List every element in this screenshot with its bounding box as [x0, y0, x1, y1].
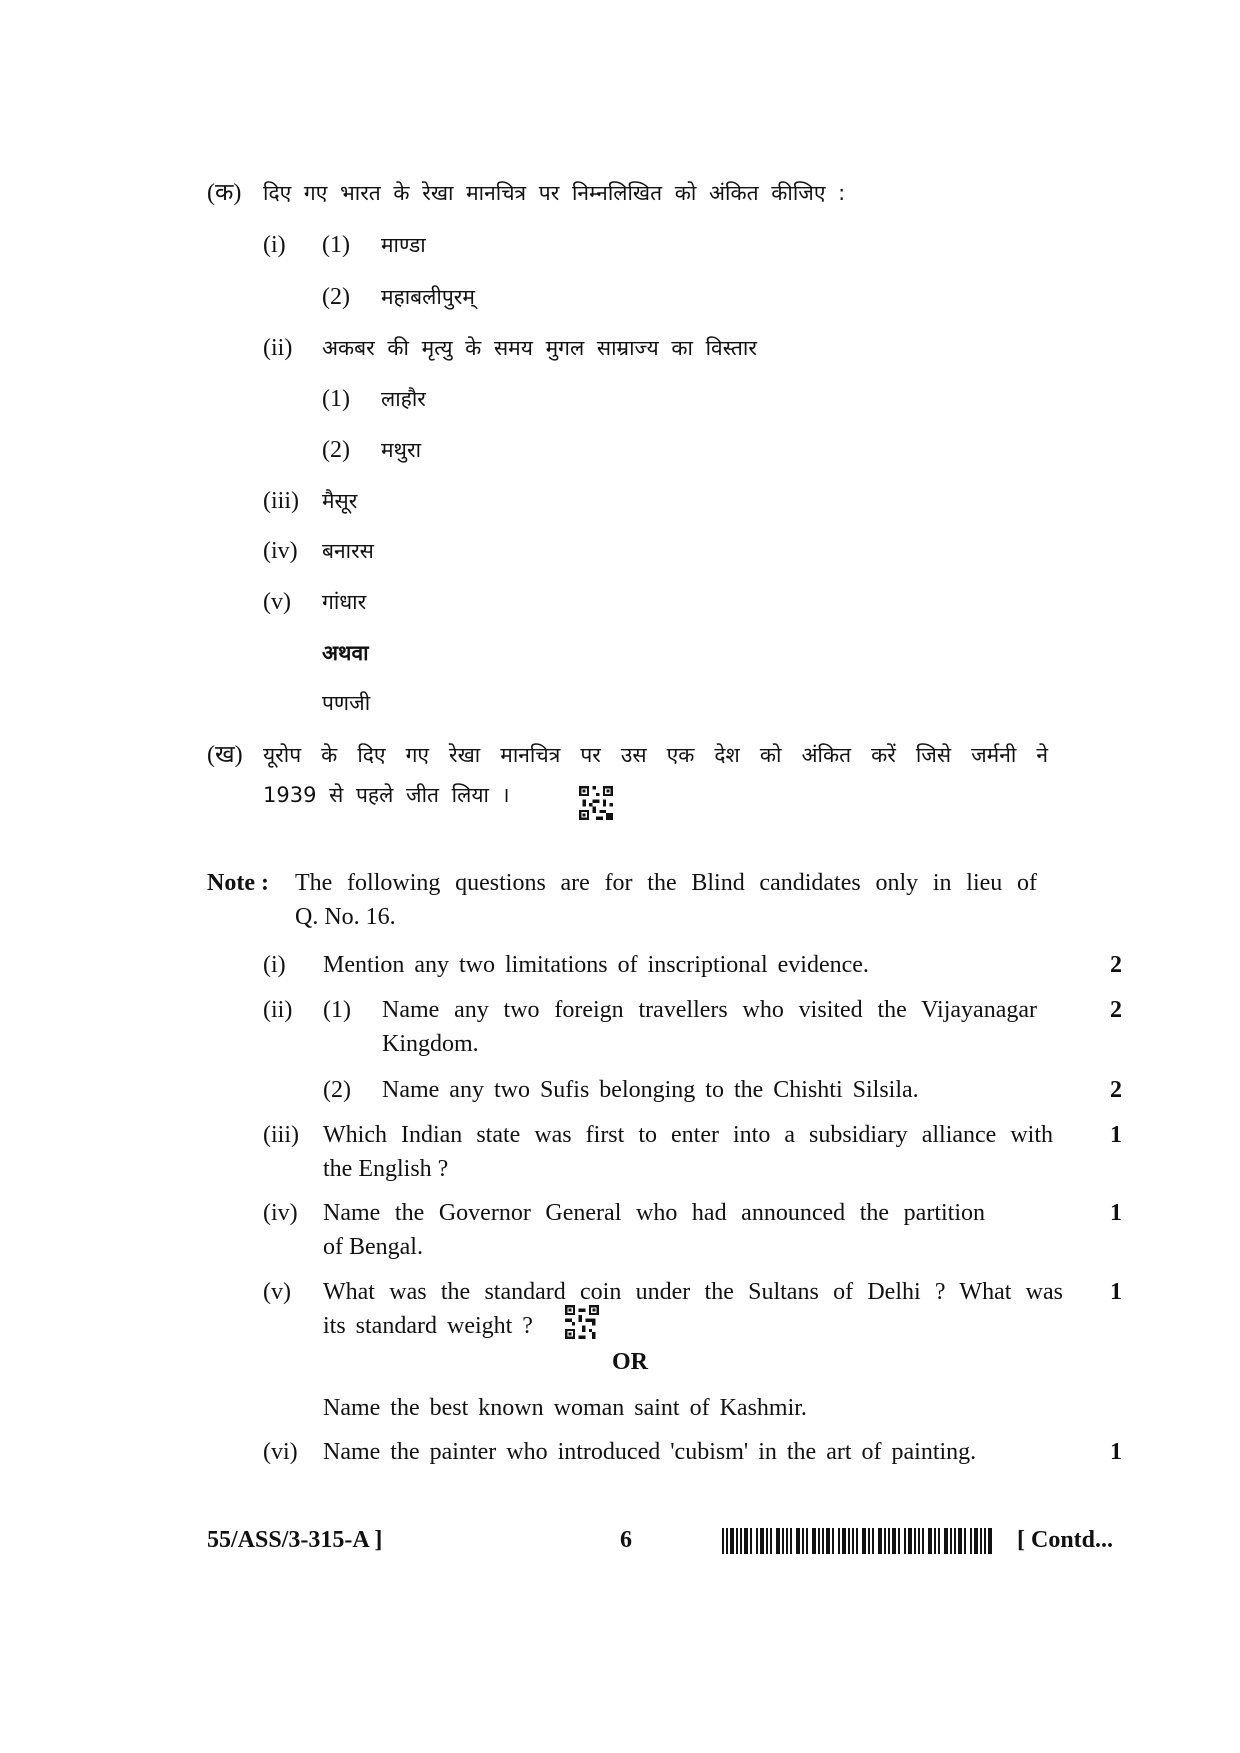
- or-question-text: Name the best known woman saint of Kashmir.: [323, 1395, 807, 1421]
- item-text: मैसूर: [322, 489, 358, 513]
- or-hindi: अथवा: [322, 641, 369, 665]
- subitem-num: (2): [322, 284, 350, 310]
- question-marks: 2: [1110, 1077, 1122, 1103]
- question-text-line2: of Bengal.: [323, 1234, 423, 1260]
- item-num: (iii): [263, 488, 299, 514]
- subquestion-num: (2): [323, 1077, 351, 1103]
- question-marks: 1: [1110, 1439, 1122, 1465]
- item-text: गांधार: [322, 590, 367, 614]
- question-text-line2: its standard weight ?: [323, 1313, 533, 1339]
- question-text: Name the painter who introduced 'cubism' in the art of painting.: [323, 1439, 977, 1465]
- subitem-text: महाबलीपुरम्: [381, 285, 475, 309]
- question-num: (iii): [263, 1122, 299, 1148]
- section-kha-number: (ख): [207, 742, 243, 768]
- section-kha-text-line2: 1939 से पहले जीत लिया ।: [263, 783, 510, 807]
- or-label: OR: [612, 1349, 648, 1375]
- item-text: अकबर की मृत्यु के समय मुगल साम्राज्य का विस्तार: [322, 336, 757, 360]
- subitem-text: लाहौर: [381, 387, 426, 411]
- question-marks: 1: [1110, 1200, 1122, 1226]
- subitem-text: मथुरा: [381, 438, 422, 462]
- question-num: (ii): [263, 997, 293, 1023]
- item-num: (ii): [263, 335, 293, 361]
- item-num: (iv): [263, 538, 298, 564]
- subquestion-num: (1): [323, 997, 351, 1023]
- continued-label: [ Contd...: [1017, 1527, 1114, 1553]
- item-num: (i): [263, 232, 286, 258]
- subitem-num: (1): [322, 386, 350, 412]
- question-text-line1: What was the standard coin under the Sultans of Delhi ? What was: [323, 1279, 1063, 1305]
- subquestion-text-line1: Name any two foreign travellers who visited the Vijayanagar: [382, 997, 1037, 1023]
- question-num: (vi): [263, 1439, 298, 1465]
- note-text-line1: The following questions are for the Blind candidates only in lieu of: [295, 870, 1037, 896]
- question-marks: 2: [1110, 997, 1122, 1023]
- subquestion-text-line2: Kingdom.: [382, 1031, 479, 1057]
- barcode-icon: [722, 1528, 992, 1554]
- section-ka-number: (क): [207, 180, 242, 206]
- qr-code-icon: [565, 1305, 599, 1339]
- question-marks: 1: [1110, 1122, 1122, 1148]
- question-num: (v): [263, 1279, 291, 1305]
- or-alternative: पणजी: [322, 691, 371, 715]
- subquestion-text: Name any two Sufis belonging to the Chishti Silsila.: [382, 1077, 919, 1103]
- subitem-num: (2): [322, 437, 350, 463]
- question-text-line2: the English ?: [323, 1156, 449, 1182]
- section-ka-instruction: दिए गए भारत के रेखा मानचित्र पर निम्नलिखित को अंकित कीजिए :: [263, 181, 846, 205]
- qr-code-icon: [579, 786, 613, 820]
- question-marks: 2: [1110, 952, 1122, 978]
- subitem-num: (1): [322, 232, 350, 258]
- section-kha-text-line1: यूरोप के दिए गए रेखा मानचित्र पर उस एक देश को अंकित करें जिसे जर्मनी ने: [263, 743, 1048, 767]
- subitem-text: माण्डा: [381, 233, 426, 257]
- question-text-line1: Name the Governor General who had announced the partition: [323, 1200, 985, 1226]
- note-label: Note :: [207, 870, 269, 896]
- page-number: 6: [620, 1527, 632, 1553]
- question-num: (iv): [263, 1200, 298, 1226]
- question-text: Mention any two limitations of inscriptional evidence.: [323, 952, 869, 978]
- note-text-line2: Q. No. 16.: [295, 904, 396, 930]
- question-marks: 1: [1110, 1279, 1122, 1305]
- question-text-line1: Which Indian state was first to enter into a subsidiary alliance with: [323, 1122, 1053, 1148]
- item-num: (v): [263, 589, 291, 615]
- item-text: बनारस: [322, 539, 374, 563]
- question-num: (i): [263, 952, 286, 978]
- paper-code: 55/ASS/3-315-A ]: [207, 1527, 383, 1553]
